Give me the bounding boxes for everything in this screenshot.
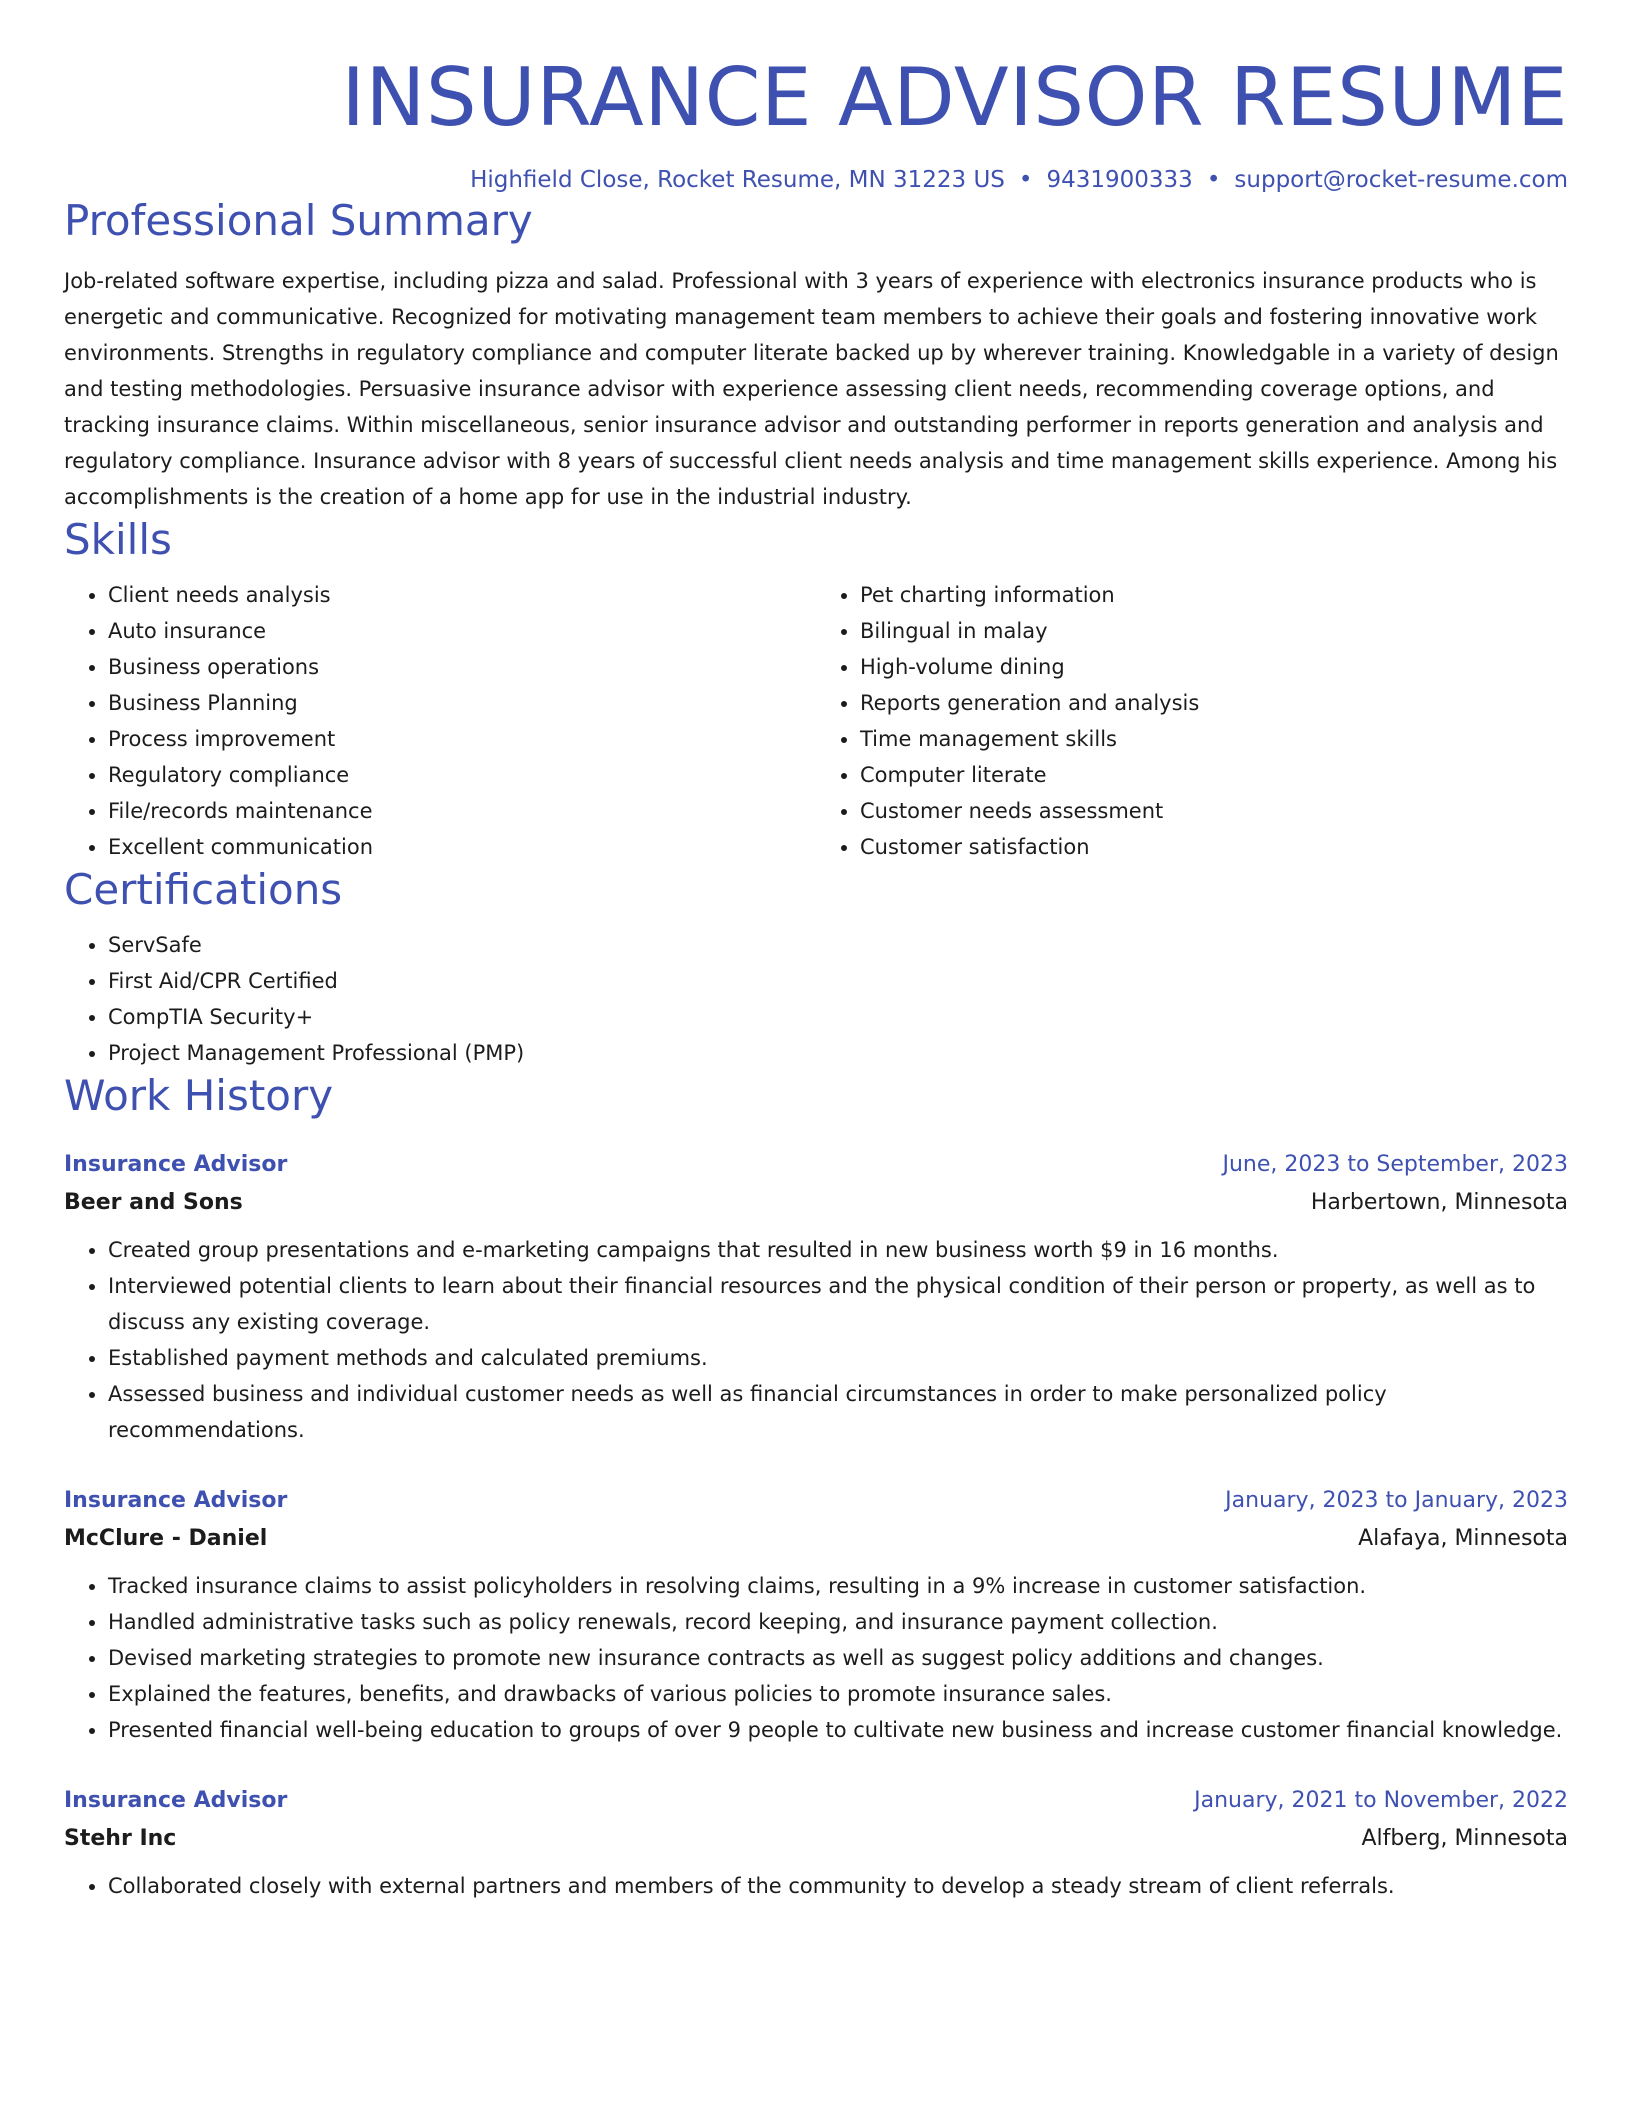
contact-phone: 9431900333	[1046, 167, 1193, 193]
duty-item: • Tracked insurance claims to assist policyholders in resolving claims, resulting in a 9% increase in customer satisfaction.	[108, 1568, 1568, 1604]
skill-item: • Business Planning	[108, 685, 816, 721]
job-company: Beer and Sons	[64, 1189, 243, 1215]
job-header-row	[64, 1482, 1568, 1520]
job-entry	[64, 1782, 1568, 1904]
duty-item: • Created group presentations and e-marketing campaigns that resulted in new business worth $9 in 16 months.	[108, 1232, 1568, 1268]
job-dates: January, 2021 to November, 2022	[1194, 1787, 1568, 1813]
job-company: McClure - Daniel	[64, 1525, 268, 1551]
skill-item: • Time management skills	[860, 721, 1568, 757]
job-dates: January, 2023 to January, 2023	[1225, 1487, 1568, 1513]
certification-item: • CompTIA Security+	[108, 999, 1568, 1035]
summary-heading: Professional Summary	[64, 196, 533, 246]
duty-item: • Handled administrative tasks such as policy renewals, record keeping, and insurance payment collection.	[108, 1604, 1568, 1640]
skills-section	[64, 515, 1568, 865]
summary-section	[64, 196, 1568, 514]
skill-item: • Auto insurance	[108, 613, 816, 649]
skill-item: • Process improvement	[108, 721, 816, 757]
duty-item: • Collaborated closely with external partners and members of the community to develop a steady stream of client referrals.	[108, 1868, 1568, 1904]
skill-item: • Bilingual in malay	[860, 613, 1568, 649]
skills-grid	[64, 577, 1568, 865]
job-duties	[64, 1568, 1568, 1748]
job-list	[64, 1146, 1568, 1904]
certification-item: • First Aid/CPR Certified	[108, 963, 1568, 999]
job-header-row	[64, 1146, 1568, 1184]
skill-item: • Excellent communication	[108, 829, 816, 865]
job-location: Alfberg, Minnesota	[1361, 1825, 1568, 1851]
skills-heading: Skills	[64, 514, 172, 564]
skill-item: • Customer satisfaction	[860, 829, 1568, 865]
job-company-row	[64, 1184, 1568, 1222]
duty-item: • Established payment methods and calculated premiums.	[108, 1340, 1568, 1376]
contact-separator: •	[1018, 167, 1033, 193]
skill-item: • Customer needs assessment	[860, 793, 1568, 829]
job-duties	[64, 1868, 1568, 1904]
job-company: Stehr Inc	[64, 1825, 177, 1851]
duty-item: • Presented financial well-being education to groups of over 9 people to cultivate new business and increase customer financial knowledge.	[108, 1712, 1568, 1748]
contact-address: Highfield Close, Rocket Resume, MN 31223 US	[470, 167, 1005, 193]
job-company-row	[64, 1520, 1568, 1558]
contact-email[interactable]: support@rocket-resume.com	[1234, 167, 1568, 193]
contact-separator: •	[1206, 167, 1221, 193]
job-location: Harbertown, Minnesota	[1310, 1189, 1568, 1215]
certifications-heading: Certifications	[64, 864, 343, 914]
job-title: Insurance Advisor	[64, 1151, 288, 1177]
duty-item: • Devised marketing strategies to promote new insurance contracts as well as suggest policy additions and changes.	[108, 1640, 1568, 1676]
duty-item: • Explained the features, benefits, and drawbacks of various policies to promote insurance sales.	[108, 1676, 1568, 1712]
work-history-section	[64, 1071, 1568, 1903]
skill-item: • Pet charting information	[860, 577, 1568, 613]
skill-item: • High-volume dining	[860, 649, 1568, 685]
contact-info	[64, 164, 1568, 196]
skill-item: • Reports generation and analysis	[860, 685, 1568, 721]
duty-item: • Assessed business and individual customer needs as well as financial circumstances in order to make personalized policy recommendations.	[108, 1376, 1568, 1448]
job-duties	[64, 1232, 1568, 1448]
duty-item: • Interviewed potential clients to learn about their financial resources and the physical condition of their person or property, as well as to discuss any existing coverage.	[108, 1268, 1568, 1340]
job-entry	[64, 1146, 1568, 1448]
certifications-list	[64, 927, 1568, 1071]
resume-name: INSURANCE ADVISOR RESUME	[341, 51, 1568, 144]
skill-item: • Computer literate	[860, 757, 1568, 793]
skill-item: • Client needs analysis	[108, 577, 816, 613]
job-dates: June, 2023 to September, 2023	[1222, 1151, 1568, 1177]
skill-item: • File/records maintenance	[108, 793, 816, 829]
skills-list-right	[816, 577, 1568, 865]
certification-item: • ServSafe	[108, 927, 1568, 963]
skills-list-left	[64, 577, 816, 865]
skill-item: • Regulatory compliance	[108, 757, 816, 793]
job-entry	[64, 1482, 1568, 1748]
skill-item: • Business operations	[108, 649, 816, 685]
job-title: Insurance Advisor	[64, 1487, 288, 1513]
work-history-heading: Work History	[64, 1071, 334, 1121]
certification-item: • Project Management Professional (PMP)	[108, 1035, 1568, 1071]
summary-text: Job-related software expertise, including pizza and salad. Professional with 3 years of experience with electronics insurance products who is energetic and communicative. Recognized for motivating management team members to achieve their goals and fostering innovative work environments. Strengths in regulatory compliance and computer literate backed up by wherever training. Knowledgable in a variety of design and testing methodologies. Persuasive insurance advisor with experience assessing client needs, recommending coverage options, and tracking insurance claims. Within miscellaneous, senior insurance advisor and outstanding performer in reports generation and analysis and regulatory compliance. Insurance advisor with 8 years of successful client needs analysis and time management skills experience. Among his accomplishments is the creation of a home app for use in the industrial industry.	[64, 268, 1559, 509]
job-company-row	[64, 1820, 1568, 1858]
certifications-section	[64, 865, 1568, 1071]
job-location: Alafaya, Minnesota	[1358, 1525, 1568, 1551]
job-title: Insurance Advisor	[64, 1787, 288, 1813]
job-header-row	[64, 1782, 1568, 1820]
